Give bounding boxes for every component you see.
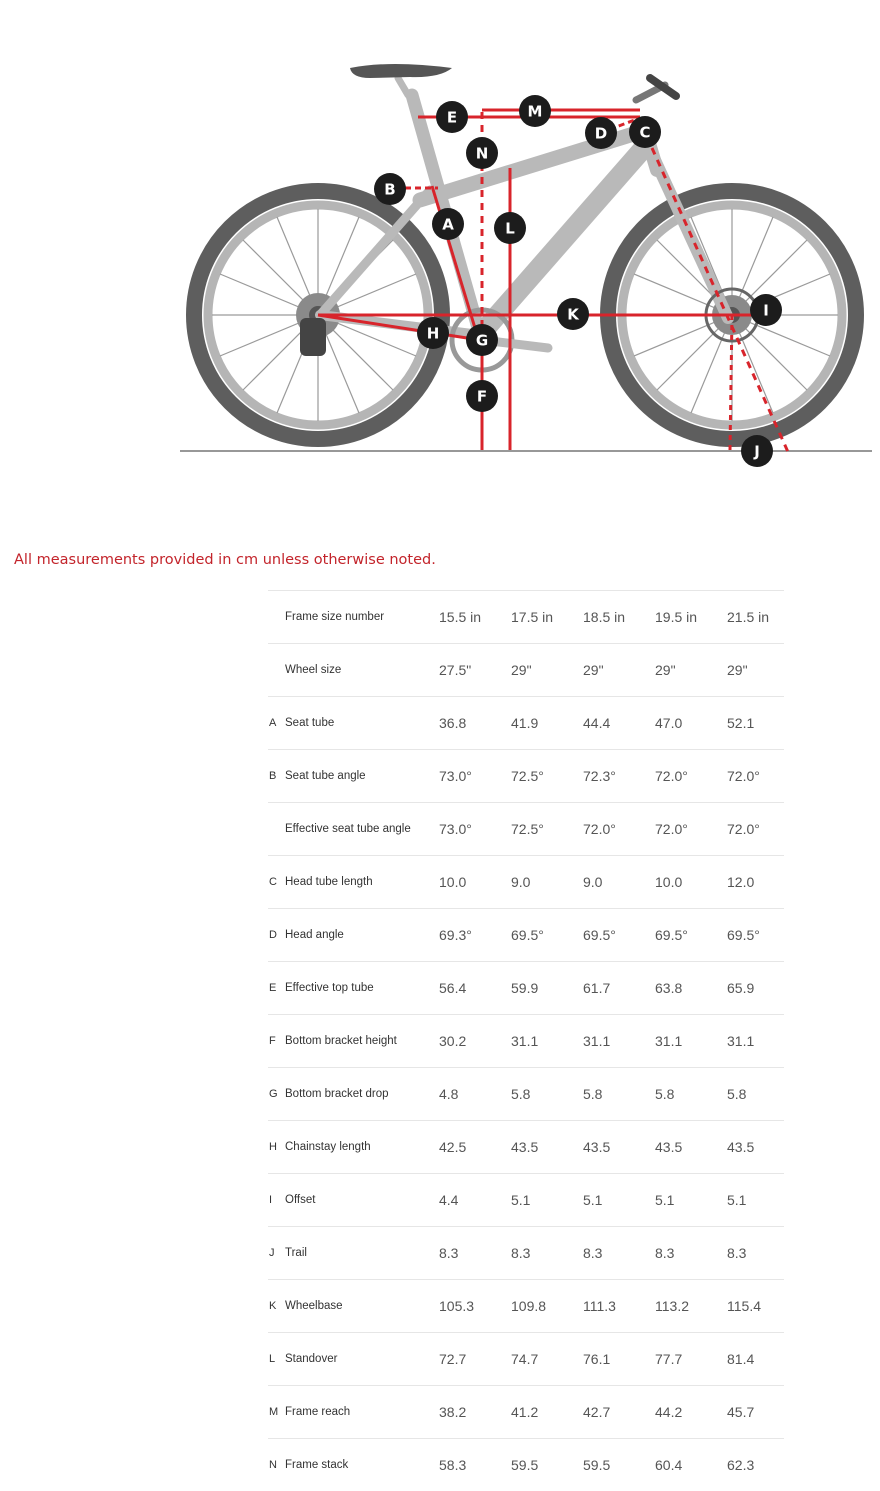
table-cell: 58.3: [439, 1457, 467, 1473]
row-letter: G: [269, 1088, 278, 1100]
table-cell: 59.5: [511, 1457, 539, 1473]
table-cell: 15.5 in: [439, 609, 482, 625]
table-cell: 43.5: [727, 1139, 755, 1155]
row-label: Frame stack: [285, 1459, 349, 1471]
svg-text:C: C: [639, 123, 651, 142]
table-cell: 72.5°: [511, 821, 544, 837]
table-cell: 76.1: [583, 1351, 611, 1367]
callout-i: [750, 294, 782, 326]
row-label: Frame reach: [285, 1406, 351, 1418]
table-cell: 59.5: [583, 1457, 611, 1473]
table-cell: 109.8: [511, 1298, 547, 1314]
table-cell: 81.4: [727, 1351, 755, 1367]
row-label: Chainstay length: [285, 1141, 371, 1153]
table-cell: 60.4: [655, 1457, 683, 1473]
callout-d: [585, 117, 617, 149]
row-letter: F: [269, 1035, 276, 1047]
rear-derailleur: [300, 318, 326, 356]
svg-text:M: M: [527, 102, 543, 121]
row-label: Wheel size: [285, 664, 342, 676]
svg-text:B: B: [384, 180, 396, 199]
svg-text:G: G: [475, 331, 489, 350]
callout-a: [432, 208, 464, 240]
table-cell: 21.5 in: [727, 609, 770, 625]
table-cell: 27.5": [439, 662, 472, 678]
table-cell: 72.0°: [727, 821, 760, 837]
table-cell: 8.3: [727, 1245, 747, 1261]
table-cell: 72.0°: [655, 768, 688, 784]
table-cell: 61.7: [583, 980, 611, 996]
table-row: [268, 855, 784, 908]
row-label: Trail: [285, 1247, 307, 1259]
table-cell: 69.3°: [439, 927, 472, 943]
table-cell: 59.9: [511, 980, 539, 996]
saddle: [350, 64, 452, 78]
table-cell: 10.0: [655, 874, 683, 890]
table-cell: 42.7: [583, 1404, 611, 1420]
table-cell: 72.0°: [727, 768, 760, 784]
callout-g: [466, 324, 498, 356]
table-row: [268, 1332, 784, 1385]
table-cell: 69.5°: [511, 927, 544, 943]
table-row: [268, 696, 784, 749]
table-cell: 45.7: [727, 1404, 755, 1420]
table-cell: 18.5 in: [583, 609, 626, 625]
callout-f: [466, 380, 498, 412]
table-cell: 72.0°: [655, 821, 688, 837]
table-cell: 72.3°: [583, 768, 616, 784]
table-cell: 8.3: [439, 1245, 459, 1261]
table-cell: 43.5: [655, 1139, 683, 1155]
callout-h: [417, 317, 449, 349]
table-row: [268, 1385, 784, 1438]
table-cell: 73.0°: [439, 821, 472, 837]
table-cell: 5.1: [583, 1192, 603, 1208]
table-row: [268, 908, 784, 961]
table-cell: 10.0: [439, 874, 467, 890]
table-cell: 77.7: [655, 1351, 683, 1367]
table-cell: 31.1: [655, 1033, 683, 1049]
table-cell: 9.0: [511, 874, 531, 890]
row-letter: B: [269, 770, 277, 782]
svg-text:K: K: [567, 305, 579, 324]
row-letter: L: [269, 1353, 276, 1365]
row-label: Effective top tube: [285, 982, 374, 994]
table-cell: 5.8: [727, 1086, 747, 1102]
table-row: [268, 1173, 784, 1226]
svg-text:N: N: [475, 144, 489, 163]
table-cell: 111.3: [583, 1298, 616, 1314]
table-cell: 115.4: [727, 1298, 761, 1314]
table-cell: 72.0°: [583, 821, 616, 837]
table-cell: 29": [655, 662, 676, 678]
table-row: [268, 749, 784, 802]
row-letter: A: [269, 717, 277, 729]
callout-b: [374, 173, 406, 205]
table-row: [268, 961, 784, 1014]
table-cell: 74.7: [511, 1351, 539, 1367]
table-cell: 36.8: [439, 715, 467, 731]
table-row: [268, 643, 784, 696]
table-cell: 5.8: [655, 1086, 675, 1102]
callout-n: [466, 137, 498, 169]
table-cell: 19.5 in: [655, 609, 698, 625]
table-cell: 62.3: [727, 1457, 755, 1473]
row-label: Wheelbase: [285, 1300, 343, 1312]
table-cell: 8.3: [583, 1245, 603, 1261]
callout-k: [557, 298, 589, 330]
table-cell: 72.7: [439, 1351, 467, 1367]
table-cell: 8.3: [511, 1245, 531, 1261]
table-cell: 44.2: [655, 1404, 683, 1420]
table-cell: 41.2: [511, 1404, 539, 1420]
bike-geometry-diagram: [0, 0, 880, 500]
row-label: Offset: [285, 1194, 316, 1206]
svg-text:D: D: [594, 124, 608, 143]
table-cell: 43.5: [511, 1139, 539, 1155]
table-cell: 31.1: [727, 1033, 755, 1049]
table-cell: 31.1: [511, 1033, 539, 1049]
row-label: Head angle: [285, 929, 344, 941]
table-row: [268, 1120, 784, 1173]
row-label: Seat tube angle: [285, 770, 366, 782]
table-cell: 43.5: [583, 1139, 611, 1155]
measurement-note: All measurements provided in cm unless otherwise noted.: [14, 552, 436, 568]
table-cell: 105.3: [439, 1298, 475, 1314]
table-cell: 69.5°: [655, 927, 688, 943]
svg-text:F: F: [476, 387, 488, 406]
table-row: [268, 1014, 784, 1067]
table-cell: 52.1: [727, 715, 755, 731]
table-cell: 8.3: [655, 1245, 675, 1261]
table-cell: 5.1: [655, 1192, 675, 1208]
table-cell: 12.0: [727, 874, 755, 890]
row-letter: H: [269, 1141, 277, 1153]
callout-l: [494, 212, 526, 244]
table-cell: 63.8: [655, 980, 683, 996]
row-label: Bottom bracket height: [285, 1035, 397, 1047]
table-cell: 4.8: [439, 1086, 459, 1102]
row-label: Bottom bracket drop: [285, 1088, 389, 1100]
table-cell: 44.4: [583, 715, 611, 731]
table-row: [268, 1226, 784, 1279]
row-letter: D: [269, 929, 277, 941]
svg-text:I: I: [763, 301, 769, 320]
table-cell: 69.5°: [583, 927, 616, 943]
row-label: Standover: [285, 1353, 338, 1365]
row-letter: C: [269, 876, 277, 888]
svg-text:H: H: [426, 324, 440, 343]
table-cell: 69.5°: [727, 927, 760, 943]
callout-m: [519, 95, 551, 127]
row-label: Seat tube: [285, 717, 335, 729]
svg-text:A: A: [442, 215, 454, 234]
table-cell: 72.5°: [511, 768, 544, 784]
callout-j: [741, 435, 773, 467]
table-cell: 42.5: [439, 1139, 467, 1155]
table-cell: 5.8: [583, 1086, 603, 1102]
callout-c: [629, 116, 661, 148]
table-cell: 29": [727, 662, 748, 678]
row-letter: M: [269, 1406, 279, 1418]
table-cell: 56.4: [439, 980, 467, 996]
table-cell: 30.2: [439, 1033, 467, 1049]
row-label: Effective seat tube angle: [285, 823, 411, 835]
table-cell: 17.5 in: [511, 609, 554, 625]
table-row: [268, 590, 784, 643]
table-cell: 29": [511, 662, 532, 678]
callout-e: [436, 101, 468, 133]
table-row: [268, 802, 784, 855]
table-cell: 31.1: [583, 1033, 611, 1049]
table-cell: 5.1: [511, 1192, 531, 1208]
table-cell: 65.9: [727, 980, 755, 996]
table-cell: 113.2: [655, 1298, 689, 1314]
row-label: Frame size number: [285, 611, 385, 623]
table-row: [268, 1279, 784, 1332]
table-row: [268, 1067, 784, 1120]
table-cell: 38.2: [439, 1404, 467, 1420]
svg-text:E: E: [446, 108, 458, 127]
table-cell: 9.0: [583, 874, 603, 890]
row-letter: K: [269, 1300, 277, 1312]
table-cell: 5.1: [727, 1192, 747, 1208]
table-cell: 29": [583, 662, 604, 678]
row-letter: N: [269, 1459, 277, 1471]
table-cell: 41.9: [511, 715, 539, 731]
row-letter: E: [269, 982, 277, 994]
svg-text:J: J: [754, 442, 760, 461]
row-letter: J: [269, 1247, 275, 1259]
row-label: Head tube length: [285, 876, 373, 888]
table-cell: 5.8: [511, 1086, 531, 1102]
row-letter: I: [269, 1194, 273, 1206]
table-cell: 73.0°: [439, 768, 472, 784]
table-cell: 47.0: [655, 715, 683, 731]
table-row: [268, 1438, 784, 1491]
svg-text:L: L: [505, 219, 515, 238]
table-cell: 4.4: [439, 1192, 459, 1208]
geometry-table: [268, 590, 784, 1491]
